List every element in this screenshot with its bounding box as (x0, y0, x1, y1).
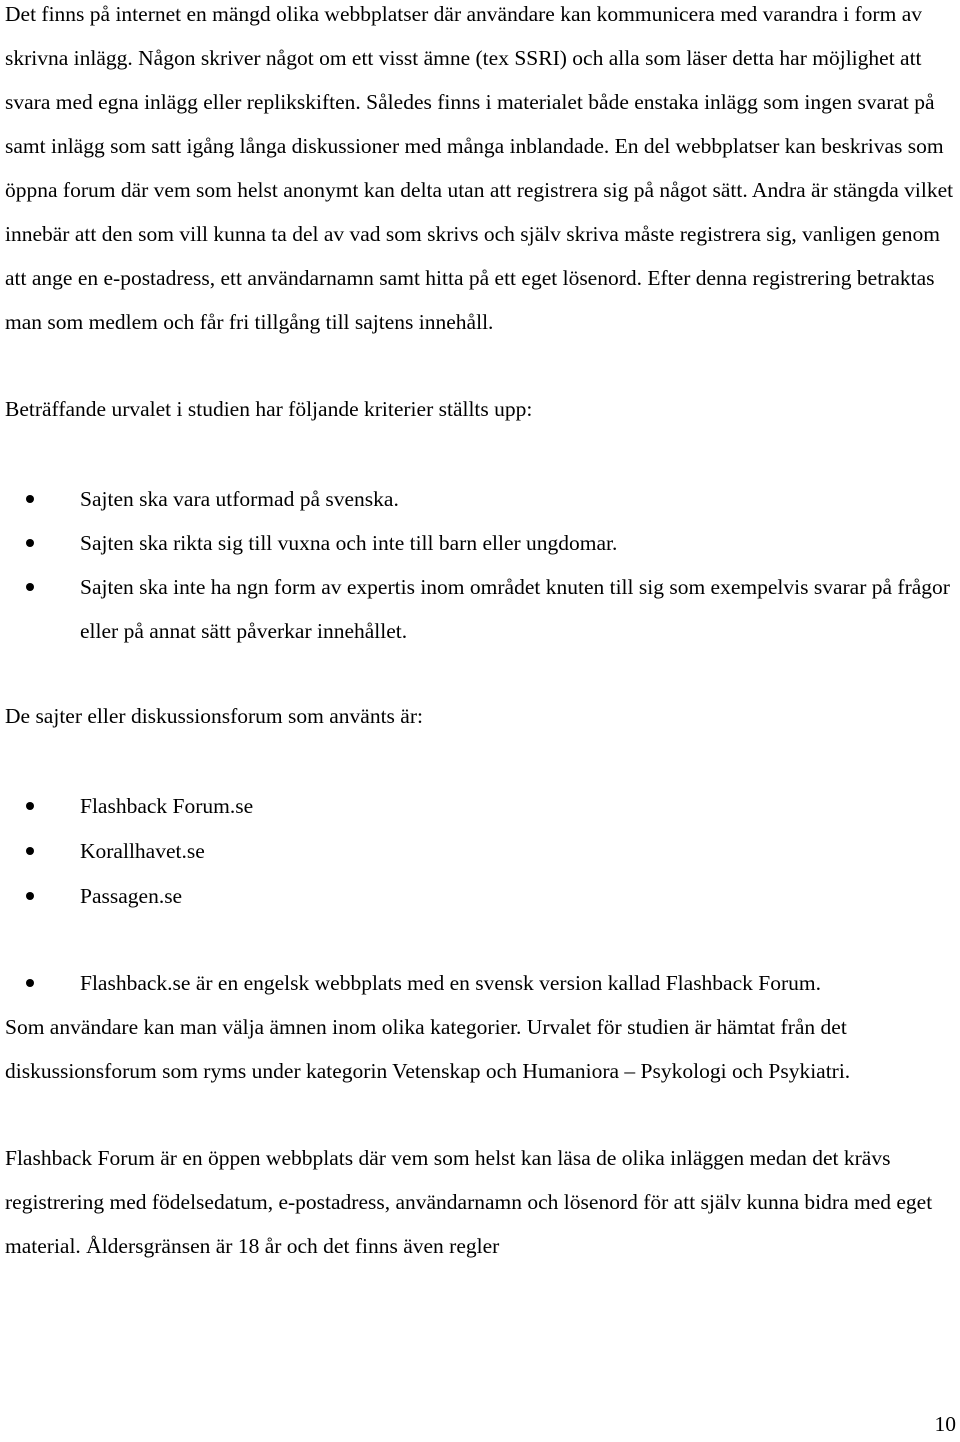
bullet-icon (26, 583, 34, 591)
bullet-icon (26, 539, 34, 547)
page-number: 10 (934, 1412, 956, 1436)
bullet-icon (26, 847, 34, 855)
flashback-rest: Som användare kan man välja ämnen inom olika kategorier. Urvalet för studien är hämtat från det diskussionsforum som ryms under kategorin Vetenskap och Humaniora – Psykologi och Psykiatri. (5, 1015, 851, 1083)
criteria-text: Sajten ska inte ha ngn form av expertis inom området knuten till sig som exempelvis svarar på frågor eller på annat sätt påverkar innehållet. (80, 575, 950, 643)
criteria-list (5, 477, 955, 653)
criteria-intro: Beträffande urvalet i studien har följande kriterier ställts upp: (5, 397, 533, 421)
site-item (5, 829, 955, 874)
criteria-text: Sajten ska vara utformad på svenska. (80, 487, 399, 511)
bullet-icon (26, 802, 34, 810)
site-item (5, 874, 955, 919)
document-page (5, 0, 955, 1268)
criteria-item (5, 477, 955, 521)
bullet-icon (26, 892, 34, 900)
site-name: Passagen.se (80, 884, 183, 908)
criteria-item (5, 521, 955, 565)
bullet-icon (26, 495, 34, 503)
flashback-forum-paragraph: Flashback Forum är en öppen webbplats där vem som helst kan läsa de olika inläggen medan det krävs registrering med födelsedatum, e-postadress, användarnamn och lösenord för att själv kunna bidra med eget material. Åldersgränsen är 18 år och det finns även regler (5, 1146, 933, 1258)
sites-intro: De sajter eller diskussionsforum som använts är: (5, 704, 423, 728)
site-name: Korallhavet.se (80, 839, 205, 863)
flashback-description (5, 961, 955, 1093)
criteria-text: Sajten ska rikta sig till vuxna och inte till barn eller ungdomar. (80, 531, 618, 555)
site-name: Flashback Forum.se (80, 794, 254, 818)
sites-list (5, 784, 955, 919)
criteria-item (5, 565, 955, 653)
site-item (5, 784, 955, 829)
bullet-icon (26, 979, 34, 987)
flashback-first-line: Flashback.se är en engelsk webbplats med en svensk version kallad Flashback Forum. (80, 971, 821, 995)
intro-paragraph: Det finns på internet en mängd olika webbplatser där användare kan kommunicera med varandra i form av skrivna inlägg. Någon skriver något om ett visst ämne (tex SSRI) och alla som läser detta har möjlighet att svara med egna inlägg eller replikskiften. Således finns i materialet både enstaka inlägg som ingen svarat på samt inlägg som satt igång långa diskussioner med många inblandade. En del webbplatser kan beskrivas som öppna forum där vem som helst anonymt kan delta utan att registrera sig på något sätt. Andra är stängda vilket innebär att den som vill kunna ta del av vad som skrivs och själv skriva måste registrera sig, vanligen genom att ange en e-postadress, ett användarnamn samt hitta på ett eget lösenord. Efter denna registrering betraktas man som medlem och får fri tillgång till sajtens innehåll. (5, 2, 954, 334)
